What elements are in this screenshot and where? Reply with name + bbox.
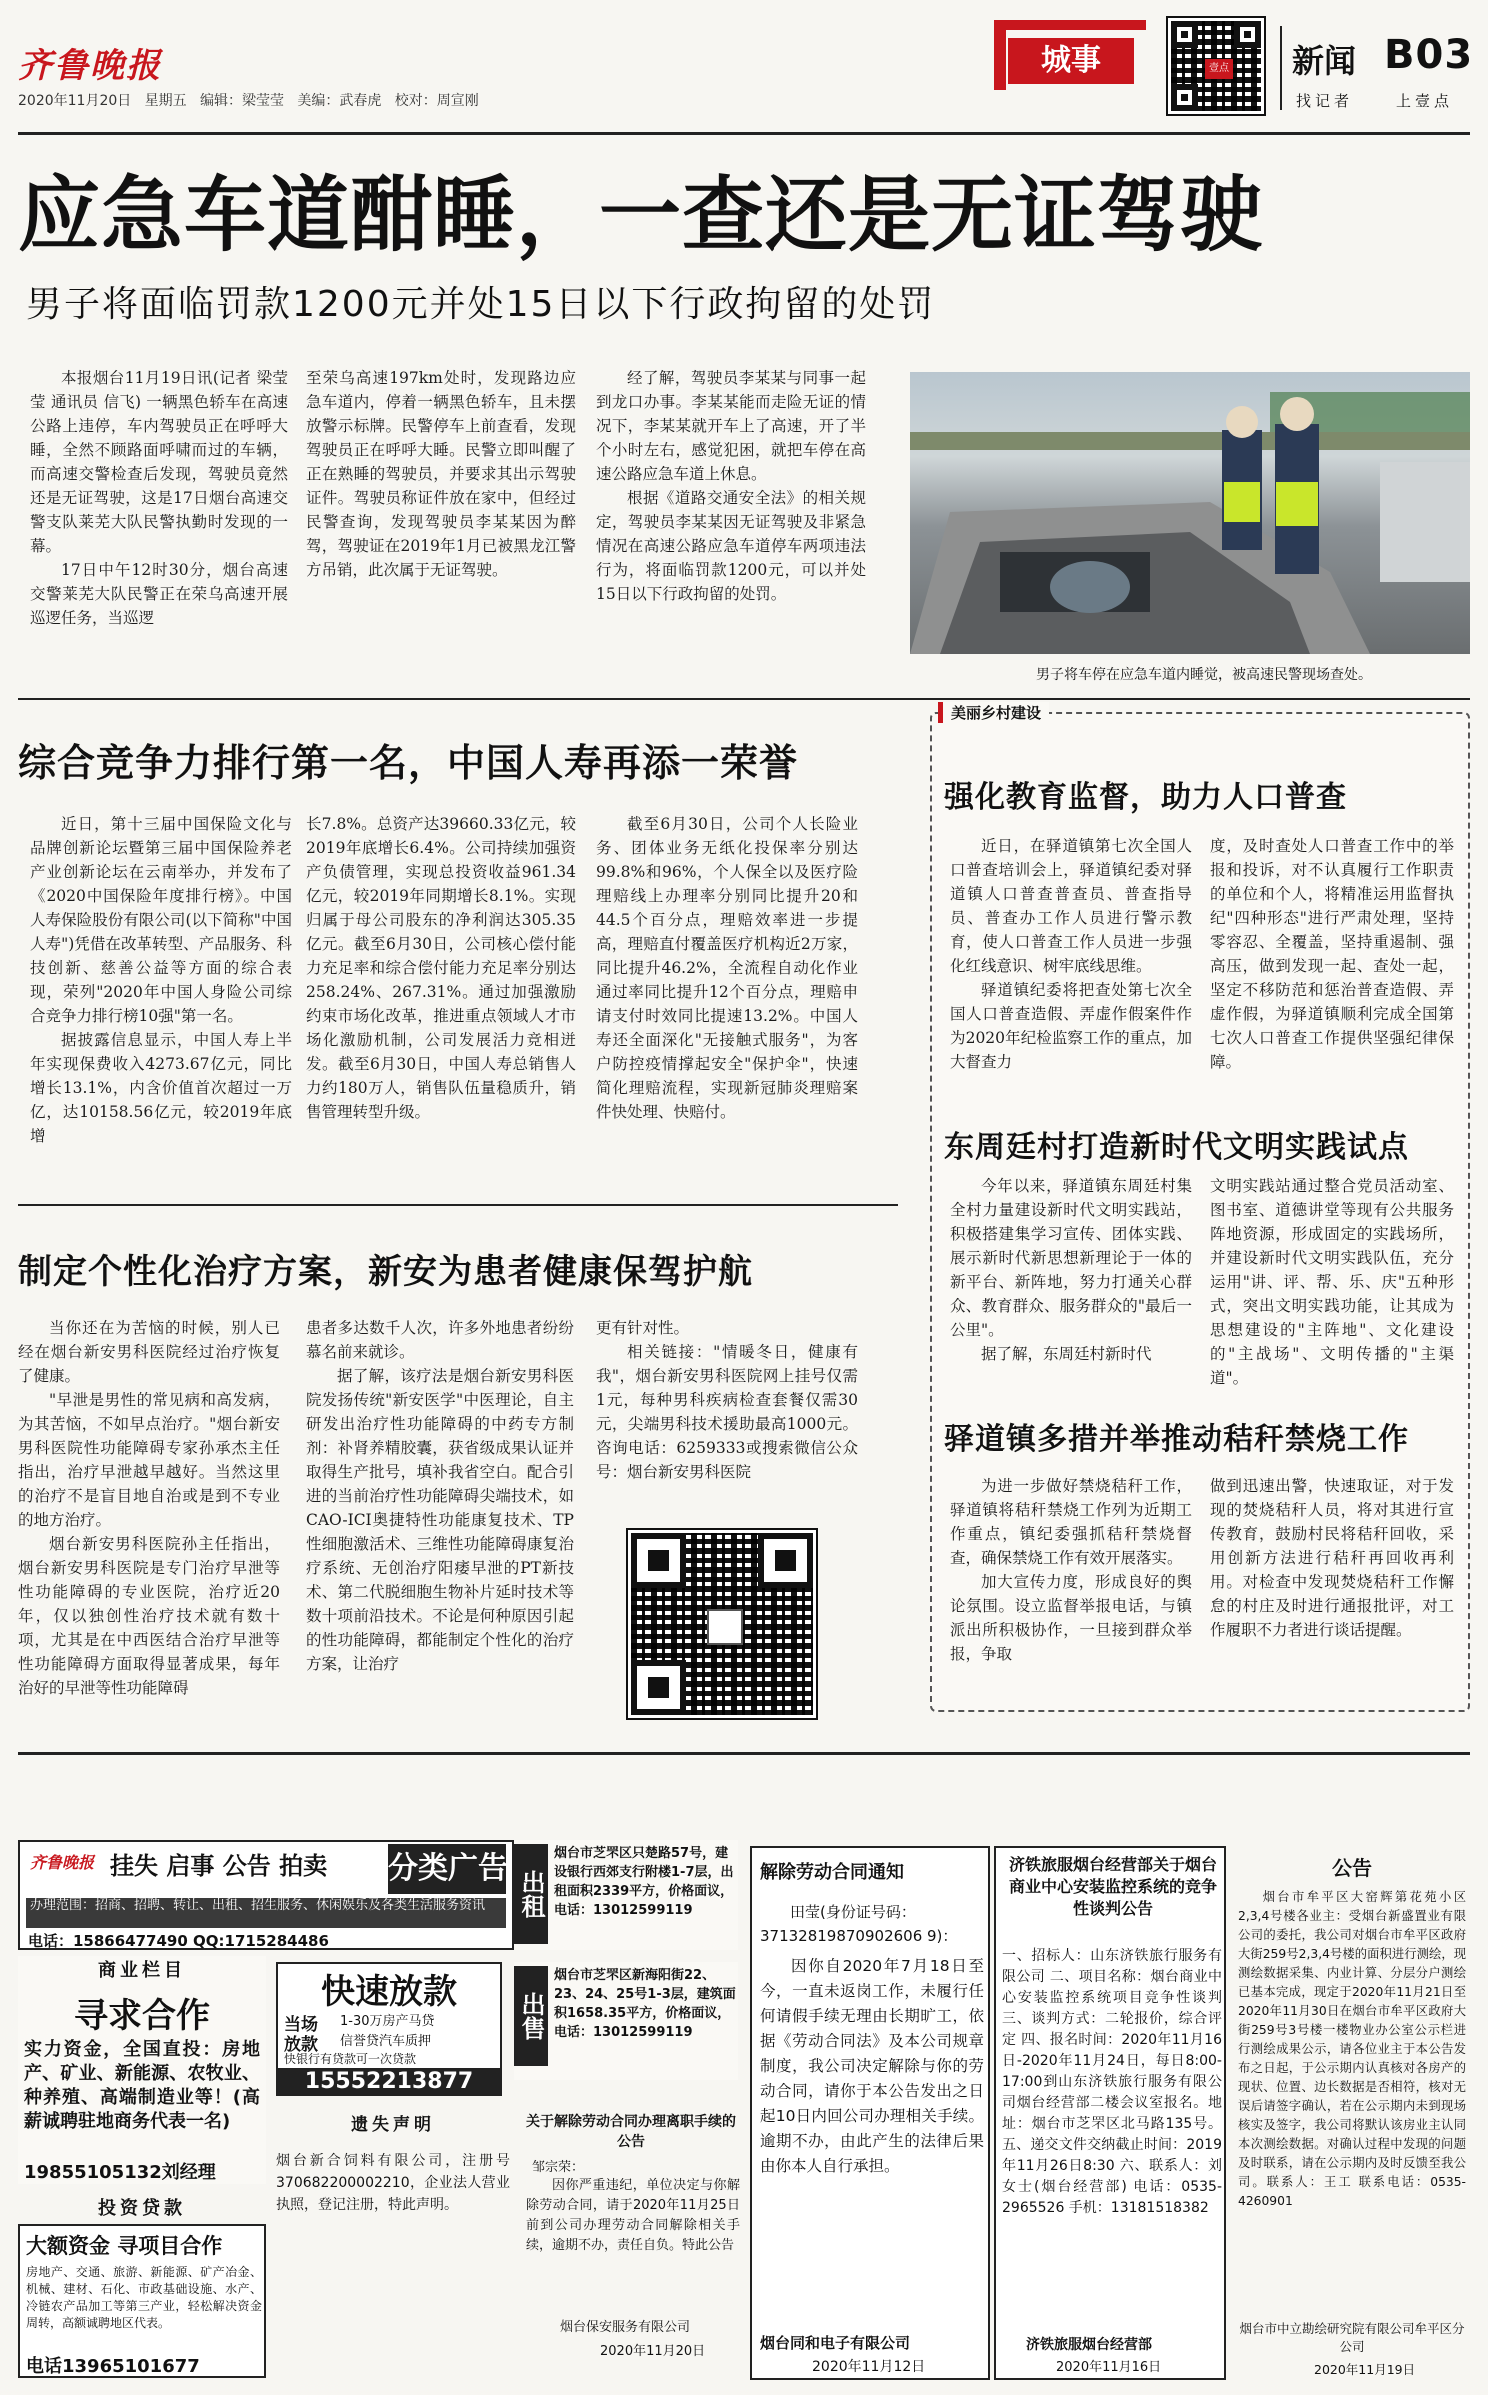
- fast-left-1: 当场: [284, 2015, 318, 2035]
- lost-notice: [276, 2110, 510, 2240]
- rent-ad: [514, 1840, 738, 1950]
- qr-center-logo-icon: [707, 1609, 743, 1645]
- story3-paragraph: 当你还在为苦恼的时候，别人已经在烟台新安男科医院经过治疗恢复了健康。: [18, 1319, 280, 1385]
- editor-credit: 编辑：梁莹莹: [199, 93, 284, 109]
- banner-category: 分类广告: [388, 1844, 506, 1894]
- story3-column-2: [306, 1316, 574, 1728]
- section-label: 新闻: [1292, 42, 1357, 80]
- banner-title: 挂失 启事 公告 拍卖: [110, 1852, 328, 1880]
- fast-body-2: 信誉贷汽车质押: [340, 2034, 432, 2049]
- section-badge: [994, 20, 1146, 90]
- story3-paragraph: 据了解，该疗法是烟台新安男科医院发扬传统"新安医学"中医理论，自主研发出治疗性功能障碍的中药专方制剂：补肾养精胶囊，获省级成果认证并取得生产批号，填补我省空白。配合引进的当前治疗性功能障碍尖端技术，如CAO-ICI奥捷特性功能康复技术、TP性细胞激活术、三维性功能障碍康复治疗系统、无创治疗阳痿早泄的PT新技术、第二代脱细胞生物补片延时技术等数十项前沿技术。不论是何种原因引起的性功能障碍，都能制定个性化的治疗方案，让治疗: [306, 1367, 574, 1673]
- sidebar-paragraph: 加大宣传力度，形成良好的舆论氛围。设立监督举报电话，与镇派出所积极协作，一旦接到群众举报，争取: [950, 1573, 1192, 1663]
- masthead: [0, 0, 1488, 120]
- rail-title: 济铁旅服烟台经营部关于烟台商业中心安装监控系统的竞争性谈判公告: [1008, 1855, 1217, 1918]
- lead-subhead: 男子将面临罚款1200元并处15日以下行政拘留的处罚: [26, 284, 936, 325]
- story3-column-3: [596, 1316, 858, 1516]
- lead-paragraph: 经了解，驾驶员李某某与同事一起到龙口办事。李某某能而走险无证的情况下，李某某就开车上了高速，开了半个小时左右，感觉犯困，就把车停在高速公路应急车道上休息。: [596, 369, 866, 483]
- sidebar-paragraph: 做到迅速出警，快速取证，对于发现的焚烧秸秆人员，将对其进行宣传教育，鼓励村民将秸秆回收，采用创新方法进行秸秆再回收再利用。对检查中发现焚烧秸秆工作懈怠的村庄及时进行通报批评，对工作履职不力者进行谈话提醒。: [1210, 1477, 1454, 1639]
- sidebar-story3-col1: [950, 1474, 1192, 1674]
- sidebar-story3-col2: [1210, 1474, 1454, 1674]
- sidebar-headline-2: 东周廷村打造新时代文明实践试点: [944, 1130, 1409, 1165]
- notice-text: 烟台市牟平区大窑辉第花苑小区2,3,4号楼各业主：受烟台新盛置业有限公司的委托，我公司对烟台市牟平区政府大街259号2,3,4号楼的面积进行测绘，现测绘数据采集、内业计算、分层分户测绘已基本完成，现定于2020年11月21日至2020年11月30日在烟台市牟平区政府大街259号3号楼一楼物业办公室公示栏进行测绘成果公示，请各位业主于本公告发布之日起，于公示期内认真核对各房产的现状、位置、边长数据是否相符，核对无误后请签字确认，若在公示期内未到现场核实及签字，我公司将默认该房业主认同本次测绘数据。对确认过程中发现的问题及时联系，请在公示期内及时反馈至我公司。联系人：王工 联系电话：0535-4260901: [1238, 1890, 1466, 2208]
- lead-paragraph: 17日中午12时30分，烟台高速交警莱芜大队民警正在荣乌高速开展巡逻任务，当巡逻: [30, 561, 288, 627]
- termination-title: 解除劳动合同通知: [760, 1862, 904, 1883]
- release-sign: 烟台保安服务有限公司: [560, 2320, 691, 2335]
- sidebar-story2-col2: [1210, 1174, 1454, 1387]
- loan-ad: [18, 2224, 266, 2378]
- termination-name: 田莹(身份证号码：37132819870902606 9)：: [760, 1903, 958, 1945]
- story2-headline: 综合竞争力排行第一名，中国人寿再添一荣誉: [18, 741, 799, 785]
- fast-loan-ad: [276, 1962, 502, 2096]
- notice-date: 2020年11月19日: [1314, 2362, 1416, 2377]
- story2-column-2: [306, 812, 576, 1202]
- sidebar-paragraph: 今年以来，驿道镇东周廷村集全村力量建设新时代文明实践站，积极搭建集学习宣传、团体实践、展示新时代新思想新理论于一体的新平台、新阵地，努力打通关心群众、教育群众、服务群众的"最后一公里"。: [950, 1177, 1192, 1339]
- sidebar-paragraph: 近日，在驿道镇第七次全国人口普查培训会上，驿道镇纪委对驿道镇人口普查普查员、普查指导员、普查办工作人员进行警示教育，使人口普查工作人员进一步强化红线意识、树牢底线思维。: [950, 837, 1192, 975]
- public-notice: [1234, 1846, 1470, 2380]
- loan-title: 大额资金 寻项目合作: [26, 2234, 223, 2258]
- release-to: 邹宗荣：: [532, 2160, 585, 2175]
- ads-divider: [18, 1752, 1470, 1755]
- partner-ad: [18, 1956, 266, 2184]
- lead-headline: 应急车道酣睡，一查还是无证驾驶: [18, 168, 1264, 263]
- classified-banner-ad: [18, 1840, 514, 1950]
- rent-tag: 出租: [514, 1844, 548, 1944]
- banner-phone: 电话：15866477490 QQ:1715284486: [28, 1932, 329, 1950]
- lead-photo[interactable]: [910, 372, 1470, 654]
- divider: [18, 1204, 898, 1206]
- story3-paragraph: 更有针对性。: [596, 1319, 690, 1337]
- traffic-stop-photo-illustration: [910, 372, 1470, 654]
- sidebar-paragraph: 度，及时查处人口普查工作中的举报和投诉，对不认真履行工作职责的单位和个人，将精准运用监督执纪"四种形态"进行严肃处理，坚持零容忍、全覆盖，坚持重遏制、强高压，做到发现一起、查处一起，坚定不移防范和惩治普查造假、弄虚作假，为驿道镇顺利完成全国第七次人口普查工作提供坚强纪律保障。: [1210, 837, 1454, 1071]
- banner-scope: 办理范围：招商、招聘、转让、出租、招生服务、休闲娱乐及各类生活服务资讯: [26, 1898, 506, 1928]
- release-notice: [520, 2112, 742, 2382]
- fast-left-2: 放款: [284, 2035, 318, 2055]
- story3-paragraph: 烟台新安男科医院孙主任指出，烟台新安男科医院是专门治疗早泄等性功能障碍的专业医院，治疗近20年，仅以独创性治疗技术就有数十项，尤其是在中西医结合治疗早泄等性功能障碍方面取得显著成果，每年治好的早泄等性功能障碍: [18, 1535, 280, 1697]
- reporter-label: 找记者: [1296, 92, 1354, 110]
- issue-date: 2020年11月20日: [18, 93, 132, 109]
- loan-phone: 电话13965101677: [26, 2356, 200, 2377]
- designer-credit: 美编：武春虎: [297, 93, 382, 109]
- sale-tag: 出售: [514, 1966, 548, 2066]
- partner-body: 实力资金，全国直投：房地产、矿业、新能源、农牧业、种养殖、高端制造业等！(高薪诚聘驻地商务代表一名): [24, 2039, 260, 2132]
- rail-date: 2020年11月16日: [1056, 2360, 1162, 2375]
- sidebar-story2-col1: [950, 1174, 1192, 1374]
- story2-paragraph: 长7.8%。总资产达39660.33亿元，较2019年底增长6.4%。公司持续加强资产负债管理，实现总投资收益961.34亿元，较2019年同期增长8.1%。实现归属于母公司股东的净利润达305.35亿元。截至6月30日，公司核心偿付能力充足率和综合偿付能力充足率分别达258.24%、267.31%。通过加强激励约束市场化改革，推进重点领域人才市场化激励机制，公司发展活力竞相迸发。截至6月30日，中国人寿总销售人力约180万人，销售队伍量稳质升，销售管理转型升级。: [306, 815, 576, 1121]
- partner-title: 寻求合作: [74, 1996, 210, 2036]
- story2-paragraph: 据披露信息显示，中国人寿上半年实现保费收入4273.67亿元，同比增长13.1%，内含价值首次超过一万亿，达10158.56亿元，较2019年底增: [30, 1031, 292, 1145]
- notice-sign: 烟台市中立勘绘研究院有限公司牟平区分公司: [1239, 2321, 1465, 2354]
- termination-date: 2020年11月12日: [812, 2359, 926, 2375]
- story3-paragraph: "早泄是男性的常见病和高发病，为其苦恼，不如早点治疗。"烟台新安男科医院性功能障碍专家孙承杰主任指出，治疗早泄越早越好。当然这里的治疗不是盲目地自治或是到不专业的地方治疗。: [18, 1391, 280, 1529]
- fast-body-3: 快银行有贷款可一次贷款: [284, 2052, 417, 2066]
- termination-text: 因你自2020年7月18日至今，一直未返岗工作，未履行任何请假手续无理由长期旷工，依据《劳动合同法》及本公司规章制度，我公司决定解除与你的劳动合同，请你于本公告发出之日起10日内回公司办理相关手续。逾期不办，由此产生的法律后果由你本人自行承担。: [760, 1957, 984, 2175]
- story2-paragraph: 截至6月30日，公司个人长险业务、团体业务无纸化投保率分别达99.8%和96%，个人保全以及医疗险理赔线上办理率分别同比提升20和44.5个百分点，理赔效率进一步提高，理赔直付覆盖医疗机构近2万家，同比提升46.2%，全流程自动化作业通过率同比提升12个百分点，理赔申请支付时效同比提速13.2%。中国人寿还全面深化"无接触式服务"，为客户防控疫情撑起安全"保护伞"，快速简化理赔流程，实现新冠肺炎理赔案件快处理、快赔付。: [596, 815, 858, 1121]
- fast-title: 快速放款: [321, 1972, 457, 2012]
- rail-text: 一、招标人：山东济铁旅行服务有限公司 二、项目名称：烟台商业中心安装监控系统项目竞争性谈判 三、谈判方式：二轮报价，综合评定 四、报名时间：2020年11月16日-2020年11月24日，每日8:00-17:00到山东济铁旅行服务有限公司烟台经营部二楼会议室报名。地址：烟台市芝罘区北马路135号。五、递交文件交纳截止时间：2019年11月26日8:30 六、联系人：刘女士(烟台经营部) 电话：0535-2965526 手机：13181518382: [1002, 1948, 1222, 2216]
- lead-paragraph: 本报烟台11月19日讯(记者 梁莹莹 通讯员 信飞) 一辆黑色轿车在高速公路上违停，车内驾驶员正在呼呼大睡，全然不顾路面呼啸而过的车辆，而高速交警检查后发现，驾驶员竟然还是无证驾驶，这是17日烟台高速交警支队莱芜大队民警执勤时发现的一幕。: [30, 369, 288, 555]
- release-date: 2020年11月20日: [600, 2344, 706, 2359]
- banner-logo: 齐鲁晚报: [30, 1853, 95, 1872]
- sidebar-tag: 美丽乡村建设: [938, 702, 1049, 723]
- sidebar-headline-1: 强化教育监督，助力人口普查: [944, 780, 1347, 815]
- partner-phone: 19855105132刘经理: [24, 2162, 216, 2183]
- proof-credit: 校对：周宣刚: [394, 93, 479, 109]
- sidebar-paragraph: 驿道镇纪委将把查处第七次全国人口普查造假、弄虚作假案件作为2020年纪检监察工作的重点，加大督查力: [950, 981, 1192, 1071]
- page-number: B03: [1384, 32, 1474, 78]
- sidebar-story1-col1: [950, 834, 1192, 1071]
- lead-column-2: [306, 366, 576, 666]
- story3-paragraph: 患者多达数千人次，许多外地患者纷纷慕名前来就诊。: [306, 1319, 574, 1361]
- lead-column-1: [30, 366, 288, 666]
- sidebar-story1-col2: [1210, 834, 1454, 1071]
- masthead-divider: [18, 132, 1470, 135]
- lead-paragraph: 至荣乌高速197km处时，发现路边应急车道内，停着一辆黑色轿车，且未摆放警示标牌。民警停车上前查看，发现驾驶员正在呼呼大睡。民警立即叫醒了正在熟睡的驾驶员，并要求其出示驾驶证件。驾驶员称证件放在家中，但经过民警查询，发现驾驶员李某某因为醉驾，驾驶证在2019年1月已被黑龙江警方吊销，此次属于无证驾驶。: [306, 369, 576, 579]
- story3-headline: 制定个性化治疗方案，新安为患者健康保驾护航: [18, 1252, 753, 1292]
- story2-paragraph: 近日，第十三届中国保险文化与品牌创新论坛暨第三届中国保险养老产业创新论坛在云南举办，并发布了《2020中国保险年度排行榜》。中国人寿保险股份有限公司(以下简称"中国人寿")凭借在改革转型、产品服务、科技创新、慈善公益等方面的综合表现，荣列"2020年中国人身险公司综合竞争力排行榜10强"第一名。: [30, 815, 292, 1025]
- issue-info: [18, 90, 479, 110]
- release-text: 因你严重违纪，单位决定与你解除劳动合同，请于2020年11月25日前到公司办理劳动合同解除相关手续，逾期不办，责任自负。特此公告: [526, 2178, 740, 2253]
- sidebar-headline-3: 驿道镇多措并举推动秸秆禁烧工作: [944, 1422, 1409, 1457]
- hospital-qr-code[interactable]: [628, 1530, 816, 1718]
- masthead-qr-code[interactable]: [1168, 18, 1264, 114]
- loan-label: 投资贷款: [98, 2198, 186, 2219]
- lead-photo-caption: 男子将车停在应急车道内睡觉，被高速民警现场查处。: [1036, 667, 1372, 683]
- release-title: 关于解除劳动合同办理离职手续的公告: [526, 2114, 736, 2150]
- rail-sign: 济铁旅服烟台经营部: [1026, 2337, 1152, 2353]
- lead-column-3: [596, 366, 866, 666]
- termination-sign: 烟台同和电子有限公司: [760, 2334, 911, 2352]
- story2-column-1: [30, 812, 292, 1202]
- fast-phone: 15552213877: [278, 2068, 500, 2096]
- biz-column-label: 商业栏目: [98, 1960, 186, 1981]
- termination-notice: [750, 1846, 990, 2380]
- divider: [18, 698, 1470, 700]
- lead-paragraph: 根据《道路交通安全法》的相关规定，驾驶员李某某因无证驾驶及非紧急情况在高速公路应急车道停车两项违法行为，将面临罚款1200元，可以并处15日以下行政拘留的处罚。: [596, 489, 866, 603]
- sidebar-paragraph: 为进一步做好禁烧秸秆工作，驿道镇将秸秆禁烧工作列为近期工作重点，镇纪委强抓秸秆禁烧督查，确保禁烧工作有效开展落实。: [950, 1477, 1192, 1567]
- lost-text: 烟台新合饲料有限公司，注册号370682200002210，企业法人营业执照，登记注册，特此声明。: [276, 2153, 510, 2213]
- sidebar-paragraph: 文明实践站通过整合党员活动室、图书室、道德讲堂等现有公共服务阵地资源，形成固定的实践场所，并建设新时代文明实践队伍，充分运用"讲、评、帮、乐、庆"五种形式，突出文明实践功能，让其成为思想建设的"主阵地"、文化建设的"主战场"、文明传播的"主渠道"。: [1210, 1177, 1454, 1387]
- issue-weekday: 星期五: [144, 93, 187, 109]
- story3-paragraph: 相关链接："情暖冬日，健康有我"，烟台新安男科医院网上挂号仅需1元，每种男科疾病检查套餐仅需30元，尖端男科技术援助最高1000元。咨询电话：6259333或搜索微信公众号：烟台新安男科医院: [596, 1343, 858, 1481]
- loan-body: 房地产、交通、旅游、新能源、矿产冶金、机械、建材、石化、市政基础设施、水产、冷链农产品加工等第三产业，轻松解决资金周转，高额诚聘地区代表。: [26, 2265, 262, 2330]
- story3-column-1: [18, 1316, 280, 1728]
- sidebar-paragraph: 据了解，东周廷村新时代: [981, 1345, 1152, 1363]
- lost-title: 遗失声明: [351, 2115, 435, 2135]
- app-label: 上壹点: [1396, 92, 1454, 110]
- rent-text: 烟台市芝罘区只楚路57号，建设银行西郊支行附楼1-7层，出租面积2339平方，价格面议，电话：13012599119: [554, 1846, 734, 1918]
- newspaper-logo: 齐鲁晚报: [18, 46, 162, 86]
- sidebar-box: [930, 704, 1470, 1712]
- story2-column-3: [596, 812, 858, 1202]
- qr-label: 壹点: [1205, 59, 1233, 79]
- sale-text: 烟台市芝罘区新海阳街22、23、24、25号1-3层，建筑面积1658.35平方，价格面议，电话：13012599119: [554, 1968, 736, 2040]
- notice-title: 公告: [1332, 1856, 1372, 1880]
- fast-body-1: 1-30万房产马贷: [340, 2014, 435, 2029]
- section-name: 城事: [1008, 38, 1134, 84]
- sale-ad: [514, 1962, 738, 2080]
- rail-notice: [994, 1846, 1226, 2380]
